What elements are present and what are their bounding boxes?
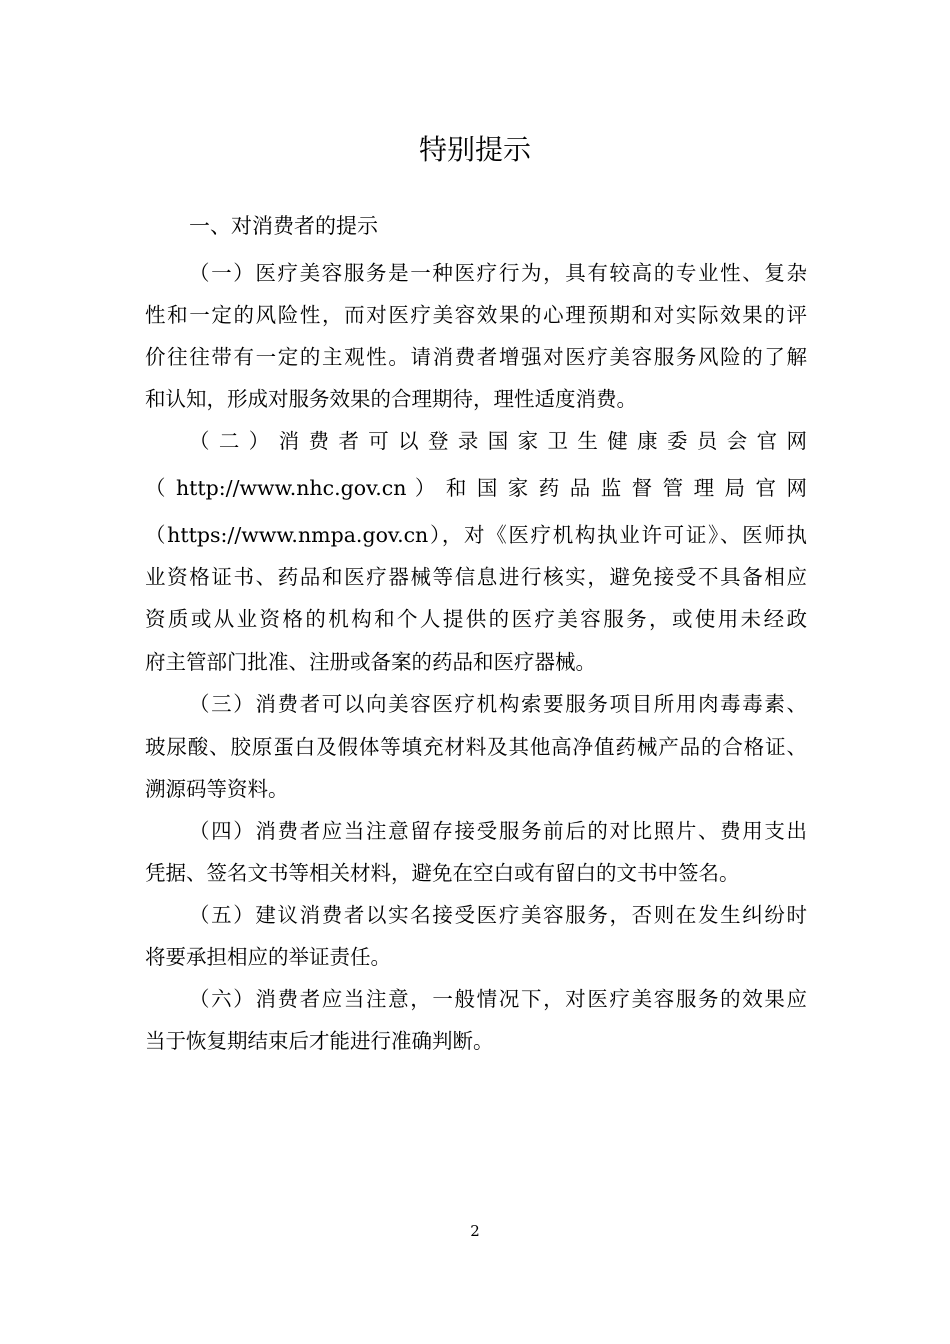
- document-title: 特别提示: [418, 133, 531, 166]
- paragraph-2-line: 资质或从业资格的机构和个人提供的医疗美容服务，或使用未经政: [145, 607, 807, 631]
- paragraph-2-line: （https://www.nmpa.gov.cn），对《医疗机构执业许可证》、医师执: [145, 523, 807, 547]
- paragraph-3-line: 溯源码等资料。: [145, 777, 289, 801]
- paragraph-2-line: （ http://www.nhc.gov.cn ） 和 国 家 药 品 监 督 管 理 局 官 网: [145, 476, 807, 500]
- section-heading: 一、对消费者的提示: [189, 214, 378, 238]
- paragraph-4-line: 凭据、签名文书等相关材料，避免在空白或有留白的文书中签名。: [145, 861, 740, 885]
- paragraph-6-line: （六）消费者应当注意，一般情况下，对医疗美容服务的效果应: [189, 987, 807, 1011]
- paragraph-5-line: （五）建议消费者以实名接受医疗美容服务，否则在发生纠纷时: [189, 903, 807, 927]
- paragraph-3-line: 玻尿酸、胶原蛋白及假体等填充材料及其他高净值药械产品的合格证、: [145, 735, 807, 759]
- paragraph-2-line: （二）消费者可以登录国家卫生健康委员会官网: [189, 429, 807, 453]
- paragraph-1-line: （一）医疗美容服务是一种医疗行为，具有较高的专业性、复杂: [189, 261, 807, 285]
- paragraph-2-line: 业资格证书、药品和医疗器械等信息进行核实，避免接受不具备相应: [145, 565, 807, 589]
- paragraph-4-line: （四）消费者应当注意留存接受服务前后的对比照片、费用支出: [189, 819, 807, 843]
- paragraph-1-line: 和认知，形成对服务效果的合理期待，理性适度消费。: [145, 387, 637, 411]
- paragraph-1-line: 性和一定的风险性，而对医疗美容效果的心理预期和对实际效果的评: [145, 303, 807, 327]
- paragraph-3-line: （三）消费者可以向美容医疗机构索要服务项目所用肉毒毒素、: [189, 692, 807, 716]
- page-number: 2: [470, 1222, 480, 1240]
- paragraph-1-line: 价往往带有一定的主观性。请消费者增强对医疗美容服务风险的了解: [145, 345, 807, 369]
- paragraph-5-line: 将要承担相应的举证责任。: [145, 945, 391, 969]
- paragraph-2-line: 府主管部门批准、注册或备案的药品和医疗器械。: [145, 650, 596, 674]
- paragraph-6-line: 当于恢复期结束后才能进行准确判断。: [145, 1029, 494, 1053]
